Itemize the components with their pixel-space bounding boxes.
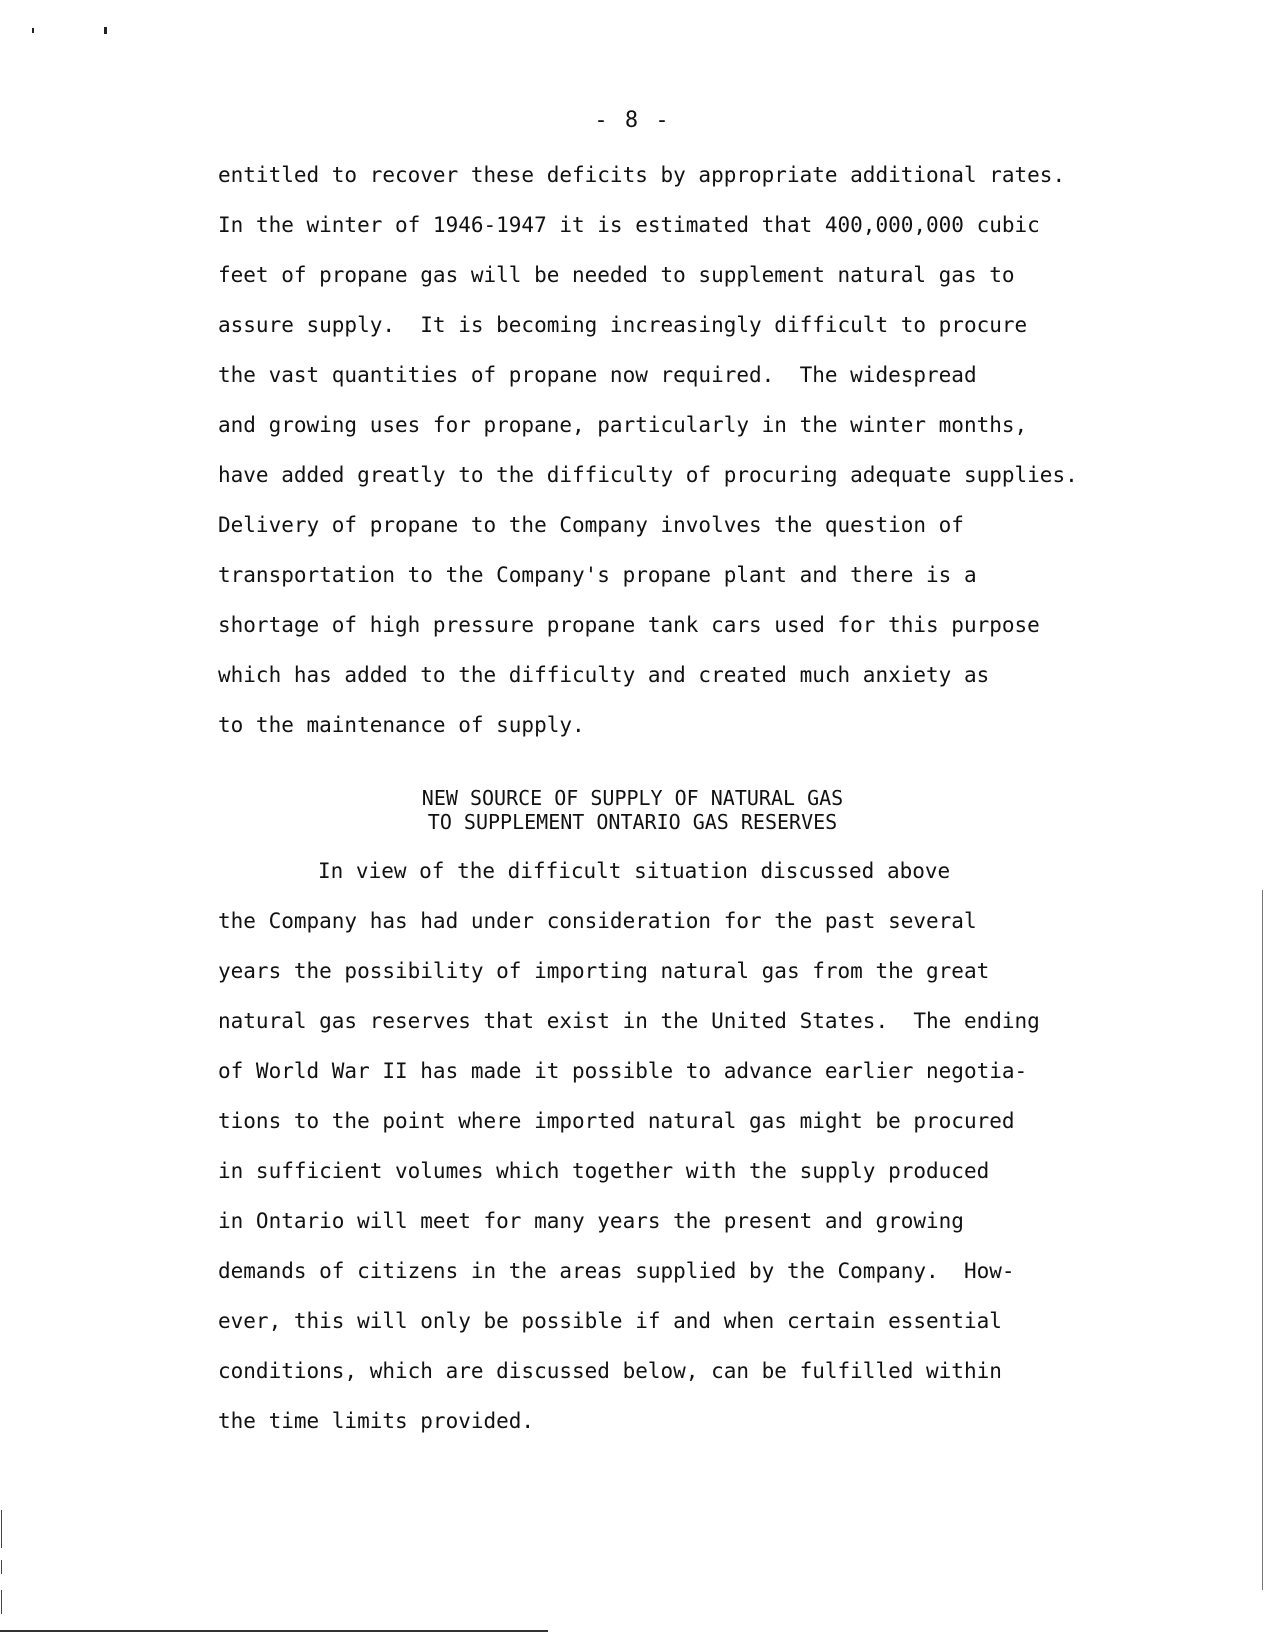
text-line: tions to the point where imported natural gas might be procured [218, 1109, 1015, 1133]
text-line: transportation to the Company's propane plant and there is a [218, 563, 977, 587]
text-line: In the winter of 1946-1947 it is estimated that 400,000,000 cubic [218, 213, 1040, 237]
scan-edge [1262, 890, 1263, 1590]
text-line: the time limits provided. [218, 1409, 535, 1433]
text-line: In view of the difficult situation discussed above [318, 859, 951, 883]
scan-edge [1, 1510, 2, 1548]
text-line: shortage of high pressure propane tank cars used for this purpose [218, 613, 1040, 637]
heading-line: NEW SOURCE OF SUPPLY OF NATURAL GAS [421, 786, 844, 810]
text-line: years the possibility of importing natural gas from the great [218, 959, 990, 983]
text-line: and growing uses for propane, particularly in the winter months, [218, 413, 1028, 437]
text-line: feet of propane gas will be needed to supplement natural gas to [218, 263, 1015, 287]
text-line: demands of citizens in the areas supplied by the Company. How- [218, 1259, 1015, 1283]
text-line: of World War II has made it possible to advance earlier negotia- [218, 1059, 1028, 1083]
text-line: entitled to recover these deficits by appropriate additional rates. [218, 163, 1066, 187]
scan-speck [104, 27, 107, 34]
heading-line: TO SUPPLEMENT ONTARIO GAS RESERVES [427, 810, 838, 834]
text-line: conditions, which are discussed below, can be fulfilled within [218, 1359, 1002, 1383]
text-line: the vast quantities of propane now required. The widespread [218, 363, 977, 387]
text-line: ever, this will only be possible if and when certain essential [218, 1309, 1002, 1333]
text-line: Delivery of propane to the Company involves the question of [218, 513, 964, 537]
text-line: natural gas reserves that exist in the United States. The ending [218, 1009, 1040, 1033]
scan-edge [1, 1590, 2, 1614]
paragraph-new-source [218, 846, 1138, 1446]
paragraph-propane-supply [218, 150, 1138, 750]
text-line: have added greatly to the difficulty of procuring adequate supplies. [218, 463, 1078, 487]
text-line: assure supply. It is becoming increasingly difficult to procure [218, 313, 1028, 337]
text-line: which has added to the difficulty and created much anxiety as [218, 663, 990, 687]
text-line: to the maintenance of supply. [218, 713, 585, 737]
scan-speck [32, 28, 34, 33]
text-line: in sufficient volumes which together with the supply produced [218, 1159, 990, 1183]
text-line: in Ontario will meet for many years the present and growing [218, 1209, 964, 1233]
section-heading [0, 786, 1265, 834]
page-number: - 8 - [594, 108, 671, 133]
scan-edge [1, 1560, 2, 1574]
text-line: the Company has had under consideration for the past several [218, 909, 977, 933]
scan-edge-bottom [0, 1630, 548, 1632]
